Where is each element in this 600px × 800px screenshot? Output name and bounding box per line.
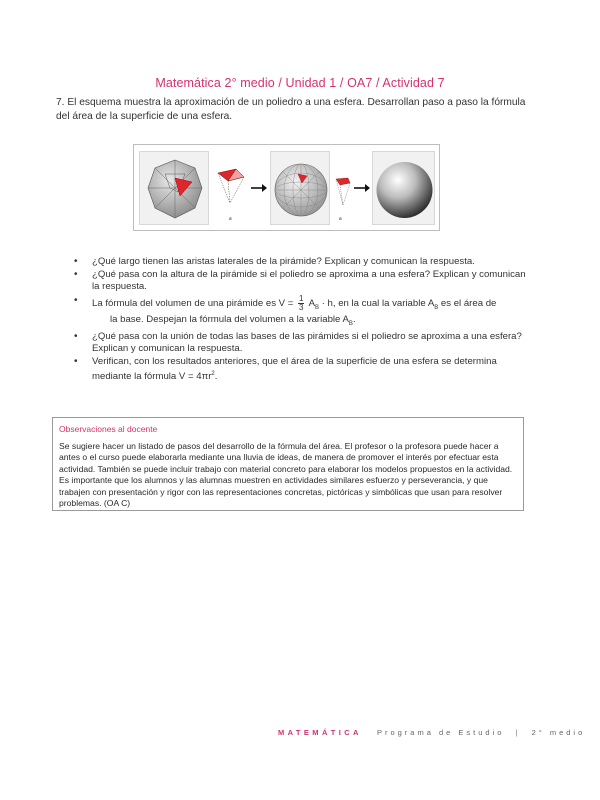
list-item: • La fórmula del volumen de una pirámide es V = $\frac{1}{3}$ $A_B \cdot h$, en la cual la variable $A_B$ es el área de la base. Despejan la fórmula del volumen a la variable $A_B$.: [74, 295, 534, 330]
geodesic-image: [271, 152, 331, 226]
sphere-box: [372, 151, 435, 225]
list-item: • ¿Qué largo tienen las aristas laterales de la pirámide? Explican y comunican la respuesta.: [74, 256, 534, 268]
list-item: • ¿Qué pasa con la unión de todas las bases de las pirámides si el poliedro se aproxima a una esfera? Explican y comunican la respuesta.: [74, 331, 534, 355]
polyhedron-image: [140, 152, 210, 226]
question-list: [74, 256, 534, 385]
list-item: • ¿Qué pasa con la altura de la pirámide si el poliedro se aproxima a una esfera? Explican y comunican la respuesta.: [74, 269, 534, 293]
page-footer: [278, 728, 586, 737]
teacher-notes-box: [52, 417, 524, 511]
sphere-image: [373, 152, 436, 226]
fraction-one-third: $\frac{1}{3}$: [299, 293, 304, 312]
polyhedron-box: [139, 151, 209, 225]
footer-separator: |: [515, 728, 521, 737]
pyramid-image-2: [332, 175, 354, 213]
pyramid-image-1: [214, 165, 248, 211]
arrow-icon: [251, 184, 267, 192]
pyramid-piece-2: [332, 175, 354, 213]
footer-program: Programa de Estudio: [376, 728, 505, 737]
geodesic-box: [270, 151, 330, 225]
figure-label-a2: a: [339, 216, 342, 222]
footer-grade: 2° medio: [531, 728, 586, 737]
question-text: 7. El esquema muestra la aproximación de un poliedro a una esfera. Desarrollan paso a paso la fórmula del área de la superficie de una esfera.: [56, 97, 526, 122]
polyhedron-sphere-figure: [133, 144, 440, 231]
pyramid-piece-1: [214, 165, 248, 211]
teacher-notes-text: Se sugiere hacer un listado de pasos del desarrollo de la fórmula del área. El profesor o la profesora puede hacer a antes o el curso puede elaborarla mediante una lluvia de ideas, de manera de promover el interés por efectuar esta actividad. También se puede incluir trabajo con material concreto para elaborar los modelos propuestos en la actividad. Es importante que los alumnos y las alumnas muestren en actividades similares esfuerzo y perseverancia, y que trabajen con presentación y rigor con las representaciones concretas, pictóricas y simbólicas que usan para resolver problemas. (OA C): [59, 441, 513, 509]
list-item: • Verifican, con los resultados anteriores, que el área de la superficie de una esfera se determina mediante la fórmula $V = 4\pi r^2$.: [74, 356, 534, 384]
arrow-icon: [354, 184, 370, 192]
footer-subject: MATEMÁTICA: [278, 728, 362, 737]
figure-label-a1: a: [229, 216, 232, 222]
page-title: Matemática 2° medio / Unidad 1 / OA7 / Actividad 7: [155, 76, 445, 90]
teacher-notes-title: Observaciones al docente: [59, 424, 158, 434]
